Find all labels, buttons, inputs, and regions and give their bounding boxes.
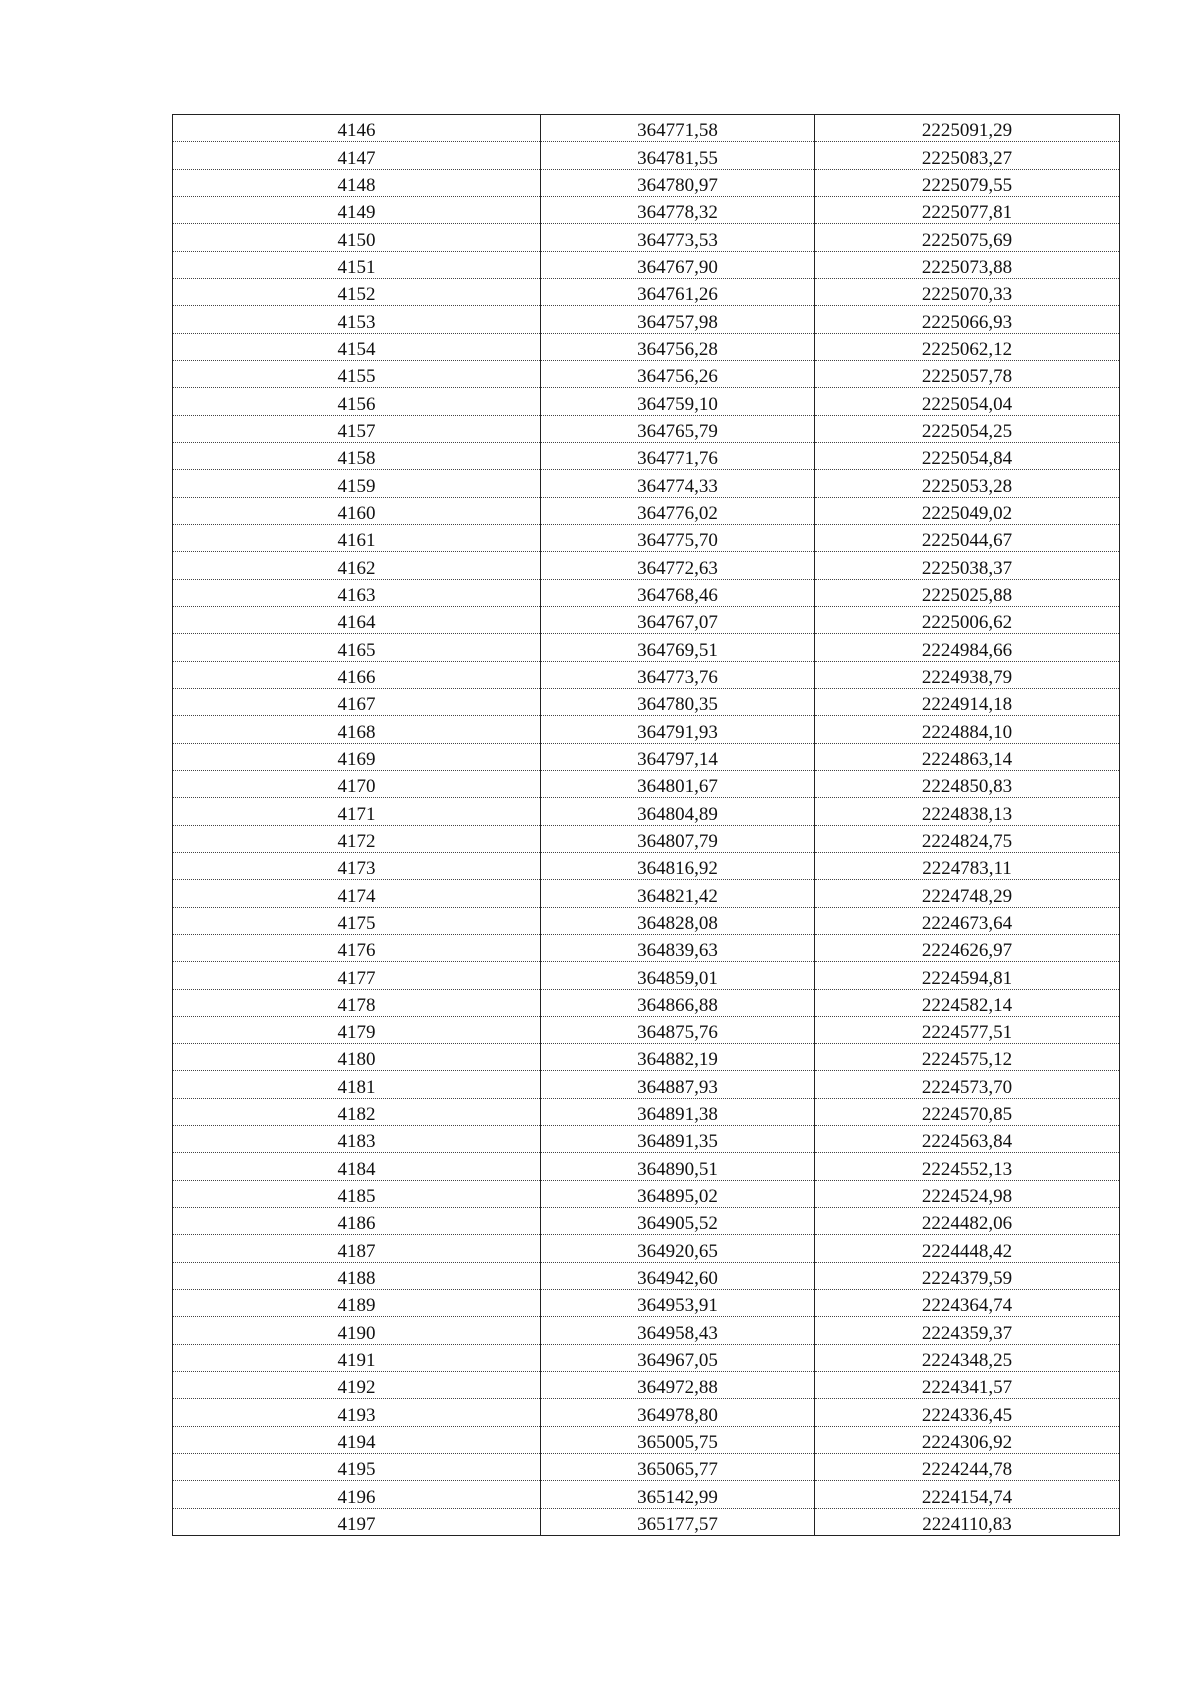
y-coordinate-cell: 2225053,28: [815, 470, 1120, 497]
x-coordinate-cell: 364920,65: [541, 1235, 815, 1262]
y-coordinate-cell: 2225079,55: [815, 169, 1120, 196]
point-number-cell: 4168: [173, 716, 541, 743]
y-coordinate-cell: 2224673,64: [815, 907, 1120, 934]
y-coordinate-cell: 2224306,92: [815, 1426, 1120, 1453]
y-coordinate-cell: 2224850,83: [815, 770, 1120, 797]
x-coordinate-cell: 364895,02: [541, 1180, 815, 1207]
y-coordinate-cell: 2224863,14: [815, 743, 1120, 770]
table-row: [173, 907, 1120, 934]
point-number-cell: 4192: [173, 1372, 541, 1399]
y-coordinate-cell: 2225083,27: [815, 142, 1120, 169]
point-number-cell: 4185: [173, 1180, 541, 1207]
point-number-cell: 4180: [173, 1044, 541, 1071]
table-row: [173, 224, 1120, 251]
y-coordinate-cell: 2224341,57: [815, 1372, 1120, 1399]
y-coordinate-cell: 2224379,59: [815, 1262, 1120, 1289]
y-coordinate-cell: 2224110,83: [815, 1508, 1120, 1535]
x-coordinate-cell: 364757,98: [541, 306, 815, 333]
x-coordinate-cell: 364772,63: [541, 552, 815, 579]
point-number-cell: 4172: [173, 825, 541, 852]
point-number-cell: 4170: [173, 770, 541, 797]
table-row: [173, 579, 1120, 606]
table-row: [173, 1426, 1120, 1453]
point-number-cell: 4154: [173, 333, 541, 360]
x-coordinate-cell: 364781,55: [541, 142, 815, 169]
y-coordinate-cell: 2225049,02: [815, 497, 1120, 524]
x-coordinate-cell: 364887,93: [541, 1071, 815, 1098]
y-coordinate-cell: 2224575,12: [815, 1044, 1120, 1071]
x-coordinate-cell: 364769,51: [541, 634, 815, 661]
table-row: [173, 306, 1120, 333]
y-coordinate-cell: 2224336,45: [815, 1399, 1120, 1426]
y-coordinate-cell: 2224984,66: [815, 634, 1120, 661]
y-coordinate-cell: 2224582,14: [815, 989, 1120, 1016]
y-coordinate-cell: 2224524,98: [815, 1180, 1120, 1207]
point-number-cell: 4193: [173, 1399, 541, 1426]
x-coordinate-cell: 364821,42: [541, 880, 815, 907]
table-row: [173, 442, 1120, 469]
x-coordinate-cell: 364773,76: [541, 661, 815, 688]
point-number-cell: 4164: [173, 606, 541, 633]
point-number-cell: 4163: [173, 579, 541, 606]
point-number-cell: 4177: [173, 962, 541, 989]
table-row: [173, 142, 1120, 169]
x-coordinate-cell: 365177,57: [541, 1508, 815, 1535]
table-row: [173, 1317, 1120, 1344]
y-coordinate-cell: 2224748,29: [815, 880, 1120, 907]
point-number-cell: 4191: [173, 1344, 541, 1371]
point-number-cell: 4173: [173, 852, 541, 879]
x-coordinate-cell: 364882,19: [541, 1044, 815, 1071]
point-number-cell: 4161: [173, 524, 541, 551]
x-coordinate-cell: 364767,07: [541, 606, 815, 633]
point-number-cell: 4174: [173, 880, 541, 907]
table-row: [173, 743, 1120, 770]
table-row: [173, 798, 1120, 825]
x-coordinate-cell: 364767,90: [541, 251, 815, 278]
x-coordinate-cell: 364797,14: [541, 743, 815, 770]
point-number-cell: 4190: [173, 1317, 541, 1344]
table-row: [173, 1262, 1120, 1289]
point-number-cell: 4184: [173, 1153, 541, 1180]
point-number-cell: 4160: [173, 497, 541, 524]
point-number-cell: 4188: [173, 1262, 541, 1289]
y-coordinate-cell: 2225091,29: [815, 115, 1120, 142]
y-coordinate-cell: 2225073,88: [815, 251, 1120, 278]
point-number-cell: 4181: [173, 1071, 541, 1098]
table-row: [173, 251, 1120, 278]
point-number-cell: 4171: [173, 798, 541, 825]
y-coordinate-cell: 2224359,37: [815, 1317, 1120, 1344]
point-number-cell: 4182: [173, 1098, 541, 1125]
table-row: [173, 1208, 1120, 1235]
y-coordinate-cell: 2224824,75: [815, 825, 1120, 852]
point-number-cell: 4148: [173, 169, 541, 196]
table-row: [173, 634, 1120, 661]
y-coordinate-cell: 2224448,42: [815, 1235, 1120, 1262]
y-coordinate-cell: 2225066,93: [815, 306, 1120, 333]
point-number-cell: 4195: [173, 1454, 541, 1481]
y-coordinate-cell: 2225054,25: [815, 415, 1120, 442]
y-coordinate-cell: 2224570,85: [815, 1098, 1120, 1125]
table-row: [173, 1098, 1120, 1125]
table-row: [173, 606, 1120, 633]
x-coordinate-cell: 364891,38: [541, 1098, 815, 1125]
table-row: [173, 1481, 1120, 1508]
y-coordinate-cell: 2224577,51: [815, 1016, 1120, 1043]
table-row: [173, 360, 1120, 387]
point-number-cell: 4150: [173, 224, 541, 251]
x-coordinate-cell: 364891,35: [541, 1126, 815, 1153]
table-row: [173, 278, 1120, 305]
point-number-cell: 4183: [173, 1126, 541, 1153]
y-coordinate-cell: 2224594,81: [815, 962, 1120, 989]
y-coordinate-cell: 2224348,25: [815, 1344, 1120, 1371]
y-coordinate-cell: 2225038,37: [815, 552, 1120, 579]
x-coordinate-cell: 364953,91: [541, 1290, 815, 1317]
y-coordinate-cell: 2225077,81: [815, 196, 1120, 223]
x-coordinate-cell: 364828,08: [541, 907, 815, 934]
x-coordinate-cell: 364807,79: [541, 825, 815, 852]
x-coordinate-cell: 365065,77: [541, 1454, 815, 1481]
y-coordinate-cell: 2224563,84: [815, 1126, 1120, 1153]
y-coordinate-cell: 2224482,06: [815, 1208, 1120, 1235]
table-row: [173, 934, 1120, 961]
x-coordinate-cell: 364890,51: [541, 1153, 815, 1180]
table-row: [173, 1153, 1120, 1180]
y-coordinate-cell: 2225062,12: [815, 333, 1120, 360]
x-coordinate-cell: 364801,67: [541, 770, 815, 797]
y-coordinate-cell: 2224244,78: [815, 1454, 1120, 1481]
table-row: [173, 1016, 1120, 1043]
table-row: [173, 1454, 1120, 1481]
table-row: [173, 852, 1120, 879]
x-coordinate-cell: 364761,26: [541, 278, 815, 305]
point-number-cell: 4152: [173, 278, 541, 305]
y-coordinate-cell: 2224626,97: [815, 934, 1120, 961]
y-coordinate-cell: 2224938,79: [815, 661, 1120, 688]
y-coordinate-cell: 2225054,04: [815, 388, 1120, 415]
table-row: [173, 196, 1120, 223]
y-coordinate-cell: 2224884,10: [815, 716, 1120, 743]
table-row: [173, 524, 1120, 551]
point-number-cell: 4176: [173, 934, 541, 961]
table-row: [173, 716, 1120, 743]
table-row: [173, 388, 1120, 415]
point-number-cell: 4157: [173, 415, 541, 442]
table-row: [173, 497, 1120, 524]
y-coordinate-cell: 2224154,74: [815, 1481, 1120, 1508]
x-coordinate-cell: 364972,88: [541, 1372, 815, 1399]
x-coordinate-cell: 364773,53: [541, 224, 815, 251]
y-coordinate-cell: 2225006,62: [815, 606, 1120, 633]
y-coordinate-cell: 2224552,13: [815, 1153, 1120, 1180]
point-number-cell: 4194: [173, 1426, 541, 1453]
table-row: [173, 825, 1120, 852]
x-coordinate-cell: 364905,52: [541, 1208, 815, 1235]
table-row: [173, 989, 1120, 1016]
x-coordinate-cell: 364776,02: [541, 497, 815, 524]
point-number-cell: 4167: [173, 688, 541, 715]
y-coordinate-cell: 2225070,33: [815, 278, 1120, 305]
x-coordinate-cell: 364958,43: [541, 1317, 815, 1344]
point-number-cell: 4147: [173, 142, 541, 169]
y-coordinate-cell: 2224914,18: [815, 688, 1120, 715]
point-number-cell: 4165: [173, 634, 541, 661]
x-coordinate-cell: 364780,35: [541, 688, 815, 715]
y-coordinate-cell: 2224783,11: [815, 852, 1120, 879]
y-coordinate-cell: 2225054,84: [815, 442, 1120, 469]
coordinates-table: [172, 114, 1120, 1536]
table-row: [173, 962, 1120, 989]
x-coordinate-cell: 364768,46: [541, 579, 815, 606]
point-number-cell: 4196: [173, 1481, 541, 1508]
table-row: [173, 1126, 1120, 1153]
table-row: [173, 1044, 1120, 1071]
point-number-cell: 4146: [173, 115, 541, 142]
x-coordinate-cell: 364771,58: [541, 115, 815, 142]
table-row: [173, 1071, 1120, 1098]
table-row: [173, 1399, 1120, 1426]
point-number-cell: 4159: [173, 470, 541, 497]
x-coordinate-cell: 365142,99: [541, 1481, 815, 1508]
point-number-cell: 4197: [173, 1508, 541, 1535]
x-coordinate-cell: 364778,32: [541, 196, 815, 223]
point-number-cell: 4175: [173, 907, 541, 934]
x-coordinate-cell: 364875,76: [541, 1016, 815, 1043]
table-row: [173, 115, 1120, 142]
table-row: [173, 880, 1120, 907]
y-coordinate-cell: 2225025,88: [815, 579, 1120, 606]
x-coordinate-cell: 364756,26: [541, 360, 815, 387]
y-coordinate-cell: 2225075,69: [815, 224, 1120, 251]
point-number-cell: 4178: [173, 989, 541, 1016]
point-number-cell: 4186: [173, 1208, 541, 1235]
point-number-cell: 4166: [173, 661, 541, 688]
x-coordinate-cell: 364765,79: [541, 415, 815, 442]
table-row: [173, 333, 1120, 360]
x-coordinate-cell: 364759,10: [541, 388, 815, 415]
point-number-cell: 4189: [173, 1290, 541, 1317]
table-row: [173, 1372, 1120, 1399]
x-coordinate-cell: 364839,63: [541, 934, 815, 961]
x-coordinate-cell: 364942,60: [541, 1262, 815, 1289]
point-number-cell: 4156: [173, 388, 541, 415]
table-row: [173, 661, 1120, 688]
x-coordinate-cell: 364859,01: [541, 962, 815, 989]
point-number-cell: 4179: [173, 1016, 541, 1043]
x-coordinate-cell: 364780,97: [541, 169, 815, 196]
x-coordinate-cell: 364816,92: [541, 852, 815, 879]
point-number-cell: 4169: [173, 743, 541, 770]
x-coordinate-cell: 364791,93: [541, 716, 815, 743]
coordinates-table-body: [173, 115, 1120, 1536]
table-row: [173, 1235, 1120, 1262]
y-coordinate-cell: 2225057,78: [815, 360, 1120, 387]
x-coordinate-cell: 364967,05: [541, 1344, 815, 1371]
y-coordinate-cell: 2225044,67: [815, 524, 1120, 551]
table-row: [173, 688, 1120, 715]
table-row: [173, 1180, 1120, 1207]
y-coordinate-cell: 2224838,13: [815, 798, 1120, 825]
x-coordinate-cell: 364775,70: [541, 524, 815, 551]
table-row: [173, 169, 1120, 196]
point-number-cell: 4151: [173, 251, 541, 278]
table-row: [173, 552, 1120, 579]
x-coordinate-cell: 365005,75: [541, 1426, 815, 1453]
point-number-cell: 4155: [173, 360, 541, 387]
table-row: [173, 415, 1120, 442]
x-coordinate-cell: 364756,28: [541, 333, 815, 360]
x-coordinate-cell: 364804,89: [541, 798, 815, 825]
x-coordinate-cell: 364978,80: [541, 1399, 815, 1426]
x-coordinate-cell: 364866,88: [541, 989, 815, 1016]
point-number-cell: 4149: [173, 196, 541, 223]
y-coordinate-cell: 2224573,70: [815, 1071, 1120, 1098]
point-number-cell: 4158: [173, 442, 541, 469]
table-row: [173, 470, 1120, 497]
table-row: [173, 770, 1120, 797]
table-row: [173, 1508, 1120, 1535]
x-coordinate-cell: 364774,33: [541, 470, 815, 497]
point-number-cell: 4153: [173, 306, 541, 333]
x-coordinate-cell: 364771,76: [541, 442, 815, 469]
table-row: [173, 1344, 1120, 1371]
table-row: [173, 1290, 1120, 1317]
y-coordinate-cell: 2224364,74: [815, 1290, 1120, 1317]
point-number-cell: 4162: [173, 552, 541, 579]
point-number-cell: 4187: [173, 1235, 541, 1262]
